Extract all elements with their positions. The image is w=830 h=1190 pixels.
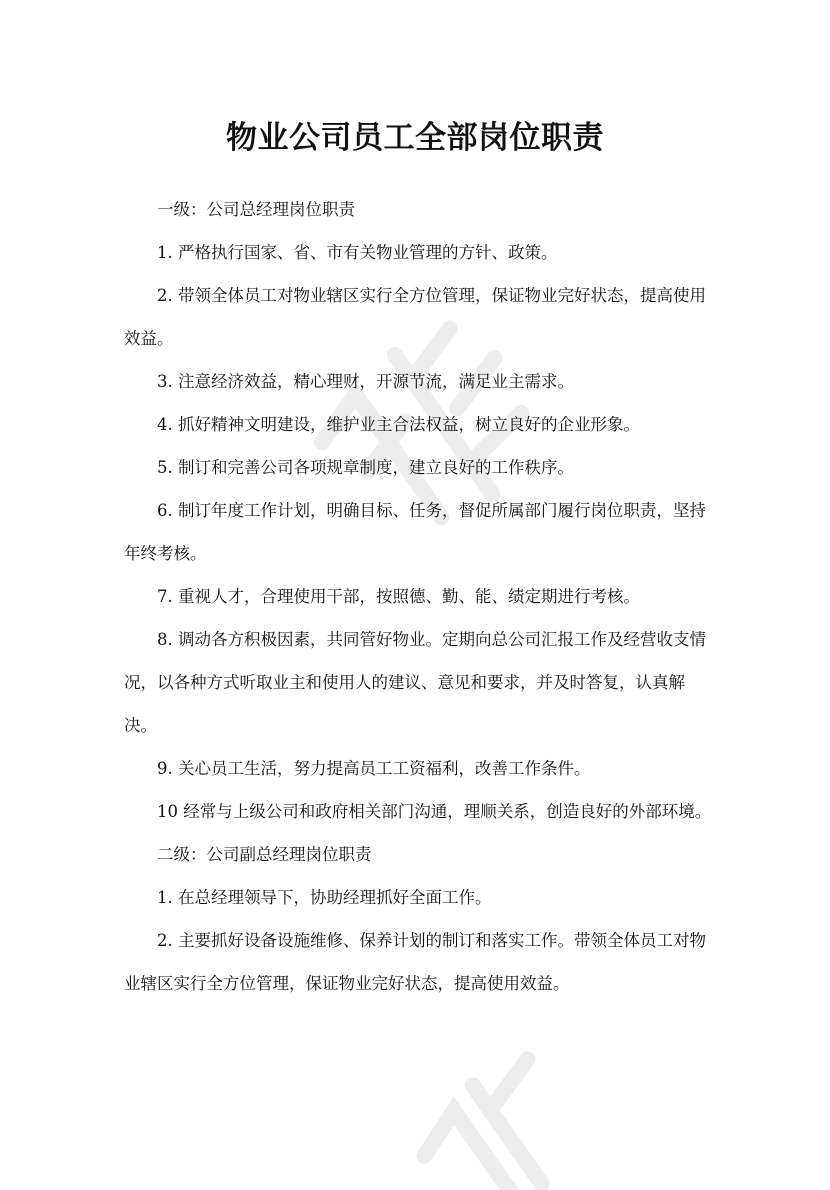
watermark-stamp-bottom <box>380 1030 600 1190</box>
list-item: 2. 主要抓好设备设施维修、保养计划的制订和落实工作。带领全体员工对物业辖区实行全方位管理，保证物业完好状态，提高使用效益。 <box>124 931 706 993</box>
list-item: 10 经常与上级公司和政府相关部门沟通，理顺关系，创造良好的外部环境。 <box>157 802 712 821</box>
list-item: 5. 制订和完善公司各项规章制度，建立良好的工作秩序。 <box>157 458 574 477</box>
list-item: 8. 调动各方积极因素，共同管好物业。定期向总公司汇报工作及经营收支情况，以各种方式听取业主和使用人的建议、意见和要求，并及时答复，认真解决。 <box>124 630 706 735</box>
list-item: 2. 带领全体员工对物业辖区实行全方位管理，保证物业完好状态，提高使用效益。 <box>124 286 706 348</box>
list-item: 1. 在总经理领导下，协助经理抓好全面工作。 <box>157 888 492 907</box>
list-item: 7. 重视人才，合理使用干部，按照德、勤、能、绩定期进行考核。 <box>157 587 640 606</box>
list-item: 9. 关心员工生活，努力提高员工工资福利，改善工作条件。 <box>157 759 591 778</box>
document-title: 物业公司员工全部岗位职责 <box>226 120 604 156</box>
list-item: 3. 注意经济效益，精心理财，开源节流，满足业主需求。 <box>157 372 574 391</box>
document-body <box>124 188 714 1005</box>
section-heading-level-1: 一级：公司总经理岗位职责 <box>157 200 355 219</box>
list-item: 4. 抓好精神文明建设，维护业主合法权益，树立良好的企业形象。 <box>157 415 640 434</box>
section-heading-level-2: 二级：公司副总经理岗位职责 <box>157 845 372 864</box>
list-item: 1. 严格执行国家、省、市有关物业管理的方针、政策。 <box>157 243 558 262</box>
list-item: 6. 制订年度工作计划，明确目标、任务，督促所属部门履行岗位职责，坚持年终考核。 <box>124 501 706 563</box>
